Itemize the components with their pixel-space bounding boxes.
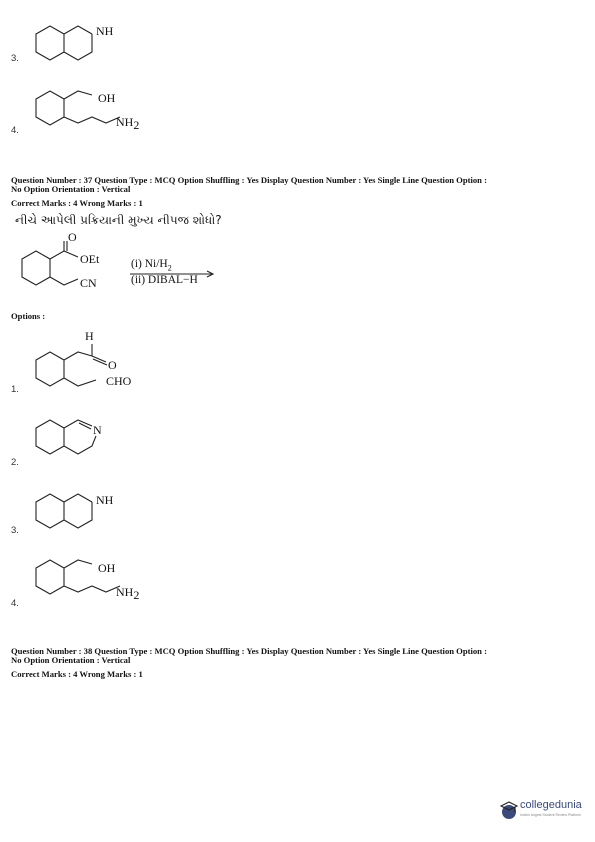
svg-text:NH2 — [116, 585, 139, 602]
logo-name: collegedunia — [520, 799, 582, 811]
option-number: 2. — [11, 457, 19, 468]
option-number: 4. — [11, 125, 19, 136]
carbonyl-o-label: O — [68, 230, 77, 244]
reagent-step1: (i) $Ni/H_2$ — [131, 258, 172, 273]
cho-label: CHO — [106, 374, 132, 388]
option4-structure — [30, 556, 160, 602]
question-marks: Correct Marks : 4 Wrong Marks : 1 — [11, 198, 143, 208]
question-text: નીચે આપેલી પ્રક્રિયાની મુખ્ય નીપજ શોધો? — [15, 213, 222, 227]
question-meta-line1: Question Number : 38 Question Type : MCQ Option Shuffling : Yes Display Question Number : Yes Single Line Question Option : — [11, 646, 487, 656]
aldehyde-h-label: H — [85, 329, 94, 343]
option-number: 4. — [11, 598, 19, 609]
nh2-subscript: 2 — [133, 588, 140, 602]
collegedunia-logo — [500, 795, 592, 829]
option-number: 1. — [11, 384, 19, 395]
oh-label: OH — [98, 91, 116, 105]
aldehyde-o-label: O — [108, 358, 117, 372]
question-meta-line1: Question Number : 37 Question Type : MCQ Option Shuffling : Yes Display Question Number : Yes Single Line Question Option : — [11, 175, 487, 185]
n-label: N — [93, 423, 102, 437]
option2-structure — [30, 416, 130, 462]
reactant-structure — [16, 230, 126, 297]
nh2-subscript: 2 — [133, 118, 140, 132]
cn-label: CN — [80, 276, 97, 290]
svg-text:NH2 — [116, 115, 139, 132]
nh-label: NH — [96, 24, 114, 38]
question-meta-line2: No Option Orientation : Vertical — [11, 655, 131, 665]
nh2-label: NH — [116, 585, 134, 599]
option-number: 3. — [11, 525, 19, 536]
option1-structure — [30, 330, 150, 392]
option3-structure — [30, 490, 130, 536]
nh-label: NH — [96, 493, 114, 507]
options-label: Options : — [11, 311, 46, 321]
oet-label: OEt — [80, 252, 100, 266]
logo-tagline: India's largest Student Review Platform — [520, 813, 581, 817]
question-meta-line2: No Option Orientation : Vertical — [11, 184, 131, 194]
option-number: 3. — [11, 53, 19, 64]
oh-label: OH — [98, 561, 116, 575]
reagent-step2: (ii) DIBAL−H — [131, 274, 198, 286]
structure-aminoethyl-benzyl-alcohol — [30, 85, 160, 135]
question-marks: Correct Marks : 4 Wrong Marks : 1 — [11, 669, 143, 679]
nh2-label: NH — [116, 115, 134, 129]
graduation-cap-icon — [500, 799, 520, 821]
structure-tetrahydroisoquinoline — [30, 20, 130, 70]
